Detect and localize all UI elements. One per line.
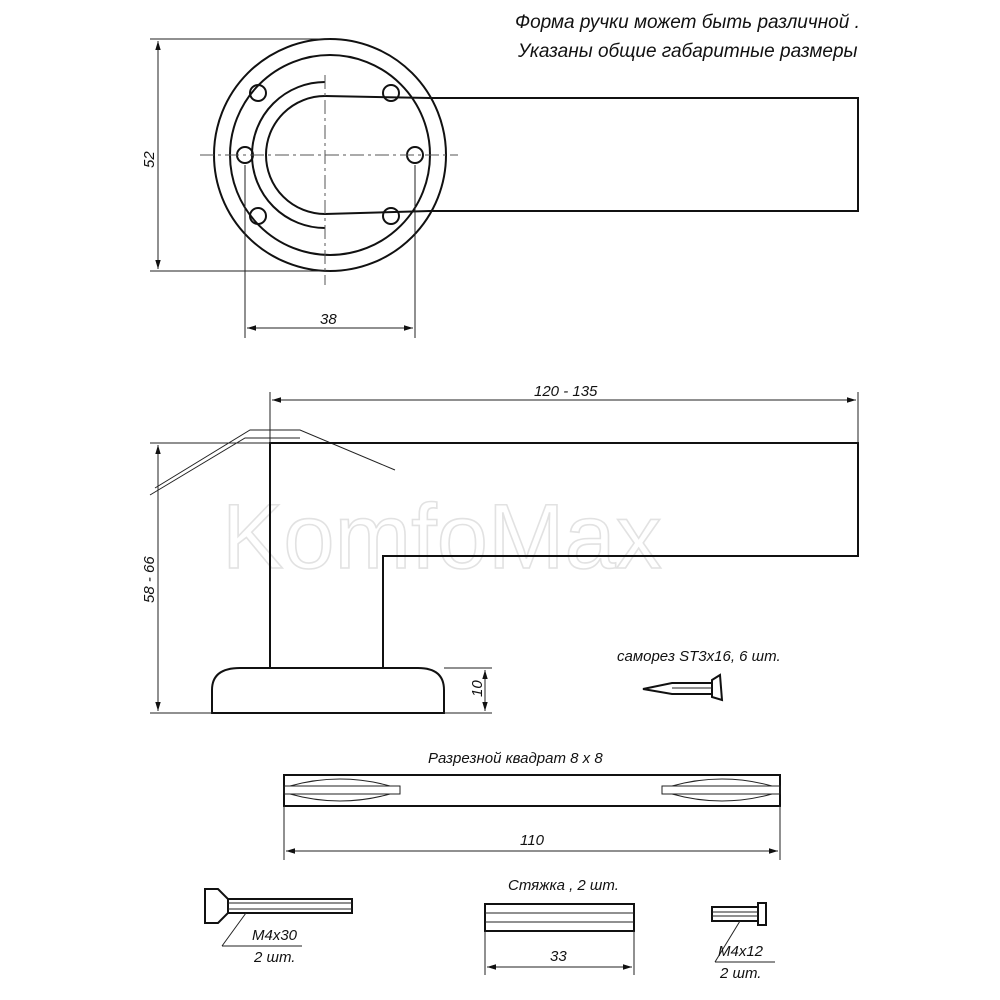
watermark-text: KomfoMax: [222, 486, 662, 588]
bolt-long-qty: 2 шт.: [254, 949, 296, 966]
dim-120-135: 120 - 135: [534, 383, 598, 400]
note-line-2: Указаны общие габаритные размеры: [518, 41, 858, 62]
bolt-long-size: М4х30: [252, 927, 298, 944]
connector: [485, 877, 634, 975]
self-tapping-screw: [617, 648, 781, 700]
note-line-1: Форма ручки может быть различной .: [515, 12, 860, 33]
spindle-label: Разрезной квадрат 8 х 8: [428, 750, 603, 767]
rosette-side-view: [212, 668, 444, 713]
bolt-short-qty: 2 шт.: [720, 965, 762, 982]
top-view: [141, 39, 858, 338]
spindle: [284, 750, 780, 860]
bolt-m4x12: [712, 903, 775, 982]
dim-58-66: 58 - 66: [141, 556, 158, 603]
bolt-m4x30: [205, 889, 352, 966]
lever-top-view: [430, 98, 858, 211]
dim-52: 52: [141, 151, 158, 168]
screw-label: саморез ST3x16, 6 шт.: [617, 648, 781, 665]
dim-10: 10: [469, 680, 486, 697]
dim-38: 38: [320, 311, 337, 328]
connector-label: Стяжка , 2 шт.: [508, 877, 619, 894]
dim-110: 110: [520, 832, 544, 849]
watermark: [150, 430, 662, 588]
bolt-short-size: М4х12: [718, 943, 764, 960]
dim-33: 33: [550, 948, 567, 965]
